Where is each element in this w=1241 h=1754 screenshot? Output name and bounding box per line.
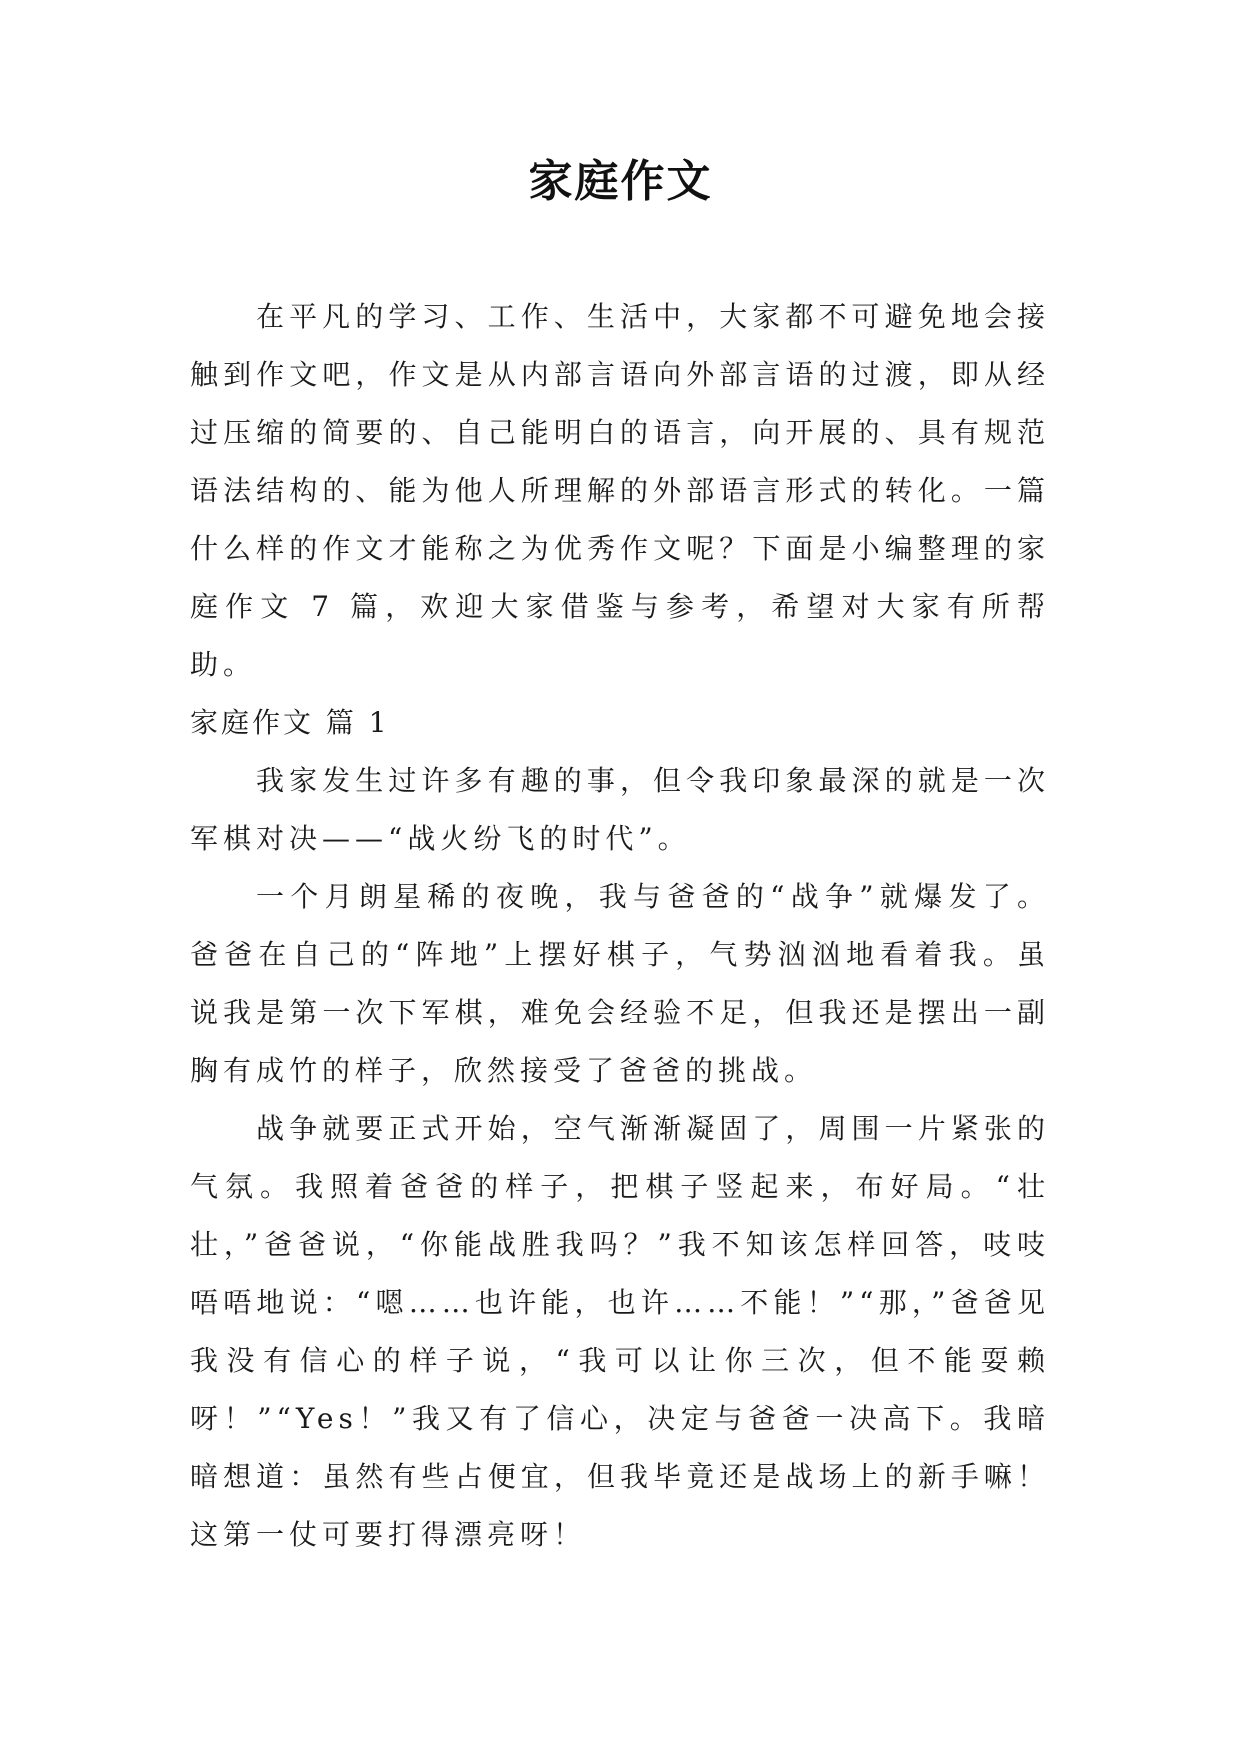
essay-section-1 — [190, 694, 1050, 1564]
intro-paragraph: 在平凡的学习、工作、生活中，大家都不可避免地会接触到作文吧，作文是从内部言语向外部言语的过渡，即从经过压缩的简要的、自己能明白的语言，向开展的、具有规范语法结构的、能为他人所理解的外部语言形式的转化。一篇什么样的作文才能称之为优秀作文呢？下面是小编整理的家庭作文 7 篇，欢迎大家借鉴与参考，希望对大家有所帮助。 — [190, 300, 1050, 681]
section-heading: 家庭作文 篇 1 — [190, 706, 390, 739]
intro-block — [190, 288, 1050, 694]
body-paragraph: 我家发生过许多有趣的事，但令我印象最深的就是一次军棋对决——“战火纷飞的时代”。 — [190, 764, 1050, 855]
document-title: 家庭作文 — [528, 156, 713, 207]
body-paragraph: 战争就要正式开始，空气渐渐凝固了，周围一片紧张的气氛。我照着爸爸的样子，把棋子竖起来，布好局。“壮壮，”爸爸说，“你能战胜我吗？”我不知该怎样回答，吱吱唔唔地说：“嗯……也许能，也许……不能！”“那，”爸爸见我没有信心的样子说，“我可以让你三次，但不能耍赖呀！”“Yes！”我又有了信心，决定与爸爸一决高下。我暗暗想道：虽然有些占便宜，但我毕竟还是战场上的新手嘛！这第一仗可要打得漂亮呀！ — [190, 1112, 1050, 1551]
body-paragraph: 一个月朗星稀的夜晚，我与爸爸的“战争”就爆发了。爸爸在自己的“阵地”上摆好棋子，气势汹汹地看着我。虽说我是第一次下军棋，难免会经验不足，但我还是摆出一副胸有成竹的样子，欣然接受了爸爸的挑战。 — [190, 880, 1050, 1087]
